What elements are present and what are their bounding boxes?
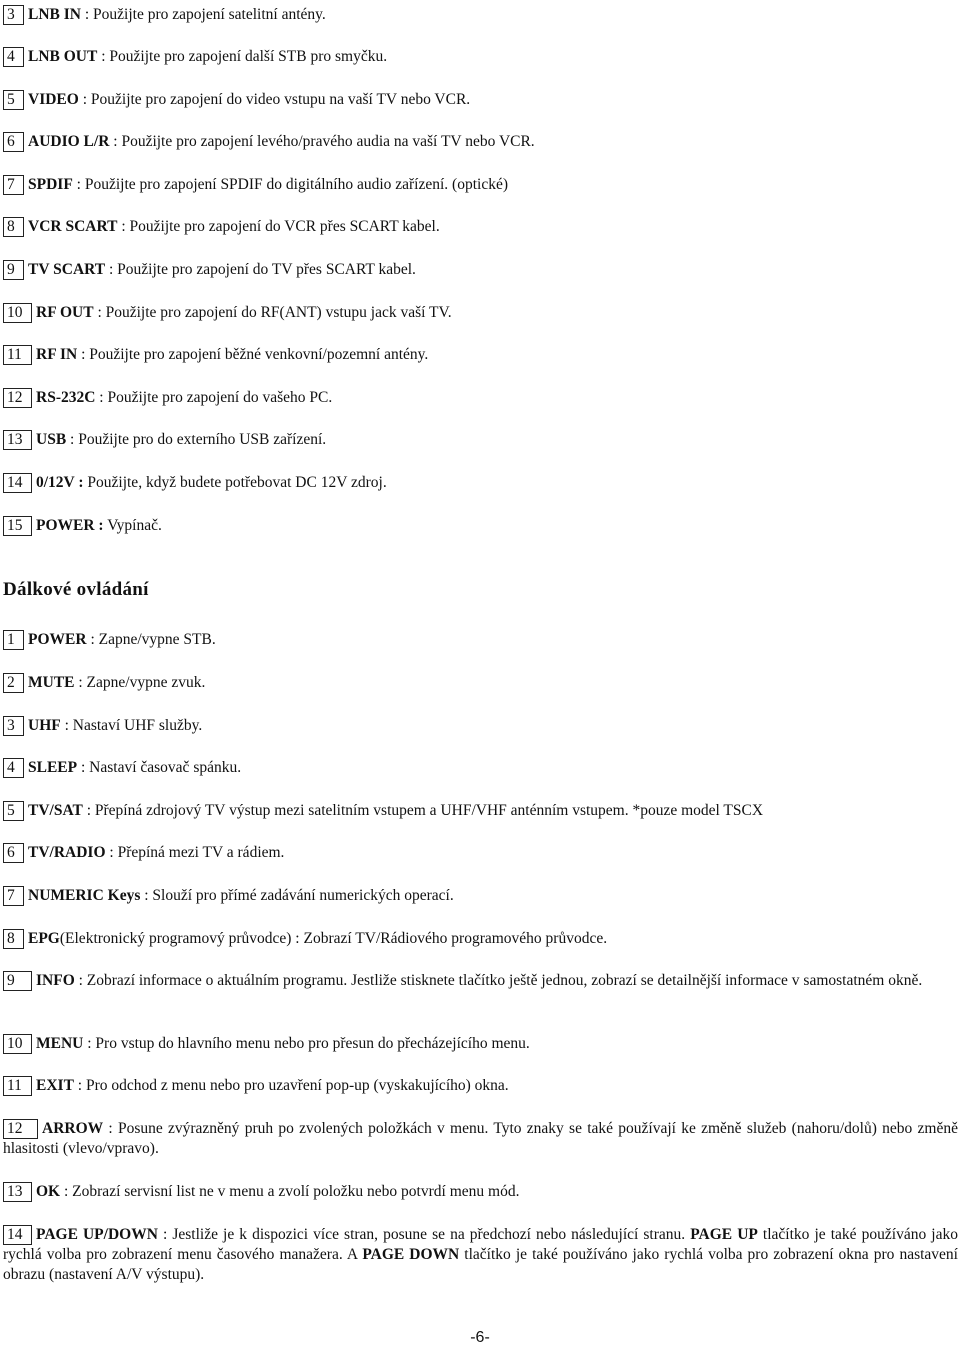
item-description: Vypínač. xyxy=(103,517,162,534)
item-term-page-up: PAGE UP xyxy=(690,1226,758,1243)
item-term: RF IN xyxy=(36,346,78,363)
item-description-end: tlačítko je také používáno jako rychlá volba pro zobrazení okna pro nastavení obrazu (nastavení A/V výstupu). xyxy=(3,1246,958,1283)
item-description: : Použijte pro zapojení SPDIF do digitálního audio zařízení. (optické) xyxy=(72,176,508,193)
item-number-badge: 12 xyxy=(3,388,32,408)
list-item-numeric-keys xyxy=(3,886,958,906)
item-term: AUDIO L/R xyxy=(28,133,110,150)
list-item-ok xyxy=(3,1182,958,1202)
item-description: : Zobrazí informace o aktuálním programu. Jestliže stisknete tlačítko ještě jednou, zobrazí se detailnější informace v samostatném okně. xyxy=(74,972,923,989)
item-description: (Elektronický programový průvodce) : Zobrazí TV/Rádiového programového průvodce. xyxy=(59,930,608,947)
list-item-tv-sat xyxy=(3,801,958,821)
item-description: : Pro odchod z menu nebo pro uzavření pop-up (vyskakujícího) okna. xyxy=(73,1077,509,1094)
item-term: MUTE xyxy=(28,674,75,691)
item-description: : Použijte pro zapojení do video vstupu na vaší TV nebo VCR. xyxy=(78,91,471,108)
item-number-badge: 8 xyxy=(3,217,24,237)
list-item-power xyxy=(3,630,958,650)
item-number-badge: 10 xyxy=(3,1034,32,1054)
item-term: RS-232C xyxy=(36,389,96,406)
item-description: : Použijte pro zapojení levého/pravého audia na vaší TV nebo VCR. xyxy=(109,133,535,150)
item-description: : Nastaví UHF služby. xyxy=(60,717,203,734)
item-description: : Použijte pro zapojení do RF(ANT) vstupu jack vaší TV. xyxy=(93,304,452,321)
item-term: TV SCART xyxy=(28,261,106,278)
item-number-badge: 7 xyxy=(3,175,24,195)
item-term: ARROW xyxy=(42,1120,104,1137)
item-description: : Použijte pro zapojení běžné venkovní/pozemní antény. xyxy=(77,346,429,363)
item-term: OK xyxy=(36,1183,61,1200)
item-description: Použijte, když budete potřebovat DC 12V zdroj. xyxy=(83,474,387,491)
list-item-vcr-scart xyxy=(3,217,958,237)
list-item-video xyxy=(3,90,958,110)
item-term: SPDIF xyxy=(28,176,73,193)
item-term: VIDEO xyxy=(28,91,79,108)
item-description-cont: tlačítko je také používáno jako rychlá volba pro zobrazení menu časového manažera. A xyxy=(3,1226,958,1263)
item-number-badge: 3 xyxy=(3,5,24,25)
list-item-uhf xyxy=(3,716,958,736)
item-term: PAGE UP/DOWN xyxy=(36,1226,158,1243)
list-item-exit xyxy=(3,1076,958,1096)
item-term: INFO xyxy=(36,972,75,989)
item-number-badge: 6 xyxy=(3,843,24,863)
item-number-badge: 5 xyxy=(3,801,24,821)
item-number-badge: 8 xyxy=(3,929,24,949)
item-description: : Přepíná mezi TV a rádiem. xyxy=(105,844,285,861)
section-heading-remote: Dálkové ovládání xyxy=(3,579,149,600)
list-item-spdif xyxy=(3,175,958,195)
item-number-badge: 5 xyxy=(3,90,24,110)
item-description: : Nastaví časovač spánku. xyxy=(77,759,242,776)
item-number-badge: 14 xyxy=(3,473,32,493)
item-term: MENU xyxy=(36,1035,84,1052)
item-description: : Použijte pro zapojení do vašeho PC. xyxy=(95,389,333,406)
item-number-badge: 2 xyxy=(3,673,24,693)
item-description: : Slouží pro přímé zadávání numerických operací. xyxy=(140,887,454,904)
list-item-sleep xyxy=(3,758,958,778)
list-item-page-up-down xyxy=(3,1225,958,1285)
item-term: USB xyxy=(36,431,67,448)
list-item-usb xyxy=(3,430,958,450)
item-term: LNB OUT xyxy=(28,48,98,65)
item-term: 0/12V : xyxy=(36,474,84,491)
item-description: : Pro vstup do hlavního menu nebo pro přesun do přecházejícího menu. xyxy=(83,1035,530,1052)
list-item-info xyxy=(3,971,958,991)
item-number-badge: 4 xyxy=(3,758,24,778)
item-term: UHF xyxy=(28,717,61,734)
item-description: : Použijte pro zapojení do TV přes SCART kabel. xyxy=(105,261,416,278)
page-number: -6- xyxy=(470,1329,490,1346)
list-item-lnb-out xyxy=(3,47,958,67)
item-description: : Přepíná zdrojový TV výstup mezi satelitním vstupem a UHF/VHF anténním vstupem. *pouze model TSCX xyxy=(82,802,764,819)
item-number-badge: 1 xyxy=(3,630,24,650)
item-description: : Použijte pro zapojení satelitní antény. xyxy=(80,6,326,23)
item-number-badge: 13 xyxy=(3,1182,32,1202)
list-item-mute xyxy=(3,673,958,693)
item-description: : Použijte pro zapojení další STB pro smyčku. xyxy=(97,48,388,65)
list-item-dc-12v xyxy=(3,473,958,493)
item-number-badge: 9 xyxy=(3,971,32,991)
list-item-rf-in xyxy=(3,345,958,365)
item-term: RF OUT xyxy=(36,304,94,321)
item-number-badge: 10 xyxy=(3,303,32,323)
item-term: SLEEP xyxy=(28,759,78,776)
item-number-badge: 7 xyxy=(3,886,24,906)
item-description: : Zobrazí servisní list ne v menu a zvolí položku nebo potvrdí menu mód. xyxy=(60,1183,520,1200)
list-item-rs232c xyxy=(3,388,958,408)
item-number-badge: 15 xyxy=(3,516,32,536)
item-term: TV/RADIO xyxy=(28,844,106,861)
item-term: NUMERIC Keys xyxy=(28,887,141,904)
item-number-badge: 3 xyxy=(3,716,24,736)
item-description: : Zapne/vypne zvuk. xyxy=(74,674,206,691)
list-item-arrow xyxy=(3,1119,958,1159)
list-item-audio-lr xyxy=(3,132,958,152)
list-item-lnb-in xyxy=(3,5,958,25)
item-number-badge: 4 xyxy=(3,47,24,67)
item-term: TV/SAT xyxy=(28,802,83,819)
item-term: POWER xyxy=(28,631,87,648)
list-item-tv-scart xyxy=(3,260,958,280)
item-number-badge: 11 xyxy=(3,345,32,365)
item-term: EXIT xyxy=(36,1077,74,1094)
list-item-menu xyxy=(3,1034,958,1054)
item-term: EPG xyxy=(28,930,60,947)
item-term-page-down: PAGE DOWN xyxy=(362,1246,460,1263)
item-number-badge: 11 xyxy=(3,1076,32,1096)
list-item-power-switch xyxy=(3,516,958,536)
item-description: : Zapne/vypne STB. xyxy=(86,631,216,648)
item-number-badge: 9 xyxy=(3,260,24,280)
item-number-badge: 6 xyxy=(3,132,24,152)
item-number-badge: 12 xyxy=(3,1119,38,1139)
item-term: LNB IN xyxy=(28,6,81,23)
list-item-epg xyxy=(3,929,958,949)
item-term: VCR SCART xyxy=(28,218,118,235)
item-number-badge: 14 xyxy=(3,1225,32,1245)
item-term: POWER : xyxy=(36,517,104,534)
list-item-tv-radio xyxy=(3,843,958,863)
item-number-badge: 13 xyxy=(3,430,32,450)
item-description: : Jestliže je k dispozici více stran, posune se na předchozí nebo následující stranu. xyxy=(157,1226,691,1243)
item-description: : Posune zvýrazněný pruh po zvolených položkách v menu. Tyto znaky se také používají ke změně služeb (nahoru/dolů) nebo změně hlasitosti (vlevo/vpravo). xyxy=(3,1120,958,1157)
item-description: : Použijte pro zapojení do VCR přes SCART kabel. xyxy=(117,218,440,235)
list-item-rf-out xyxy=(3,303,958,323)
item-description: : Použijte pro do externího USB zařízení. xyxy=(66,431,327,448)
